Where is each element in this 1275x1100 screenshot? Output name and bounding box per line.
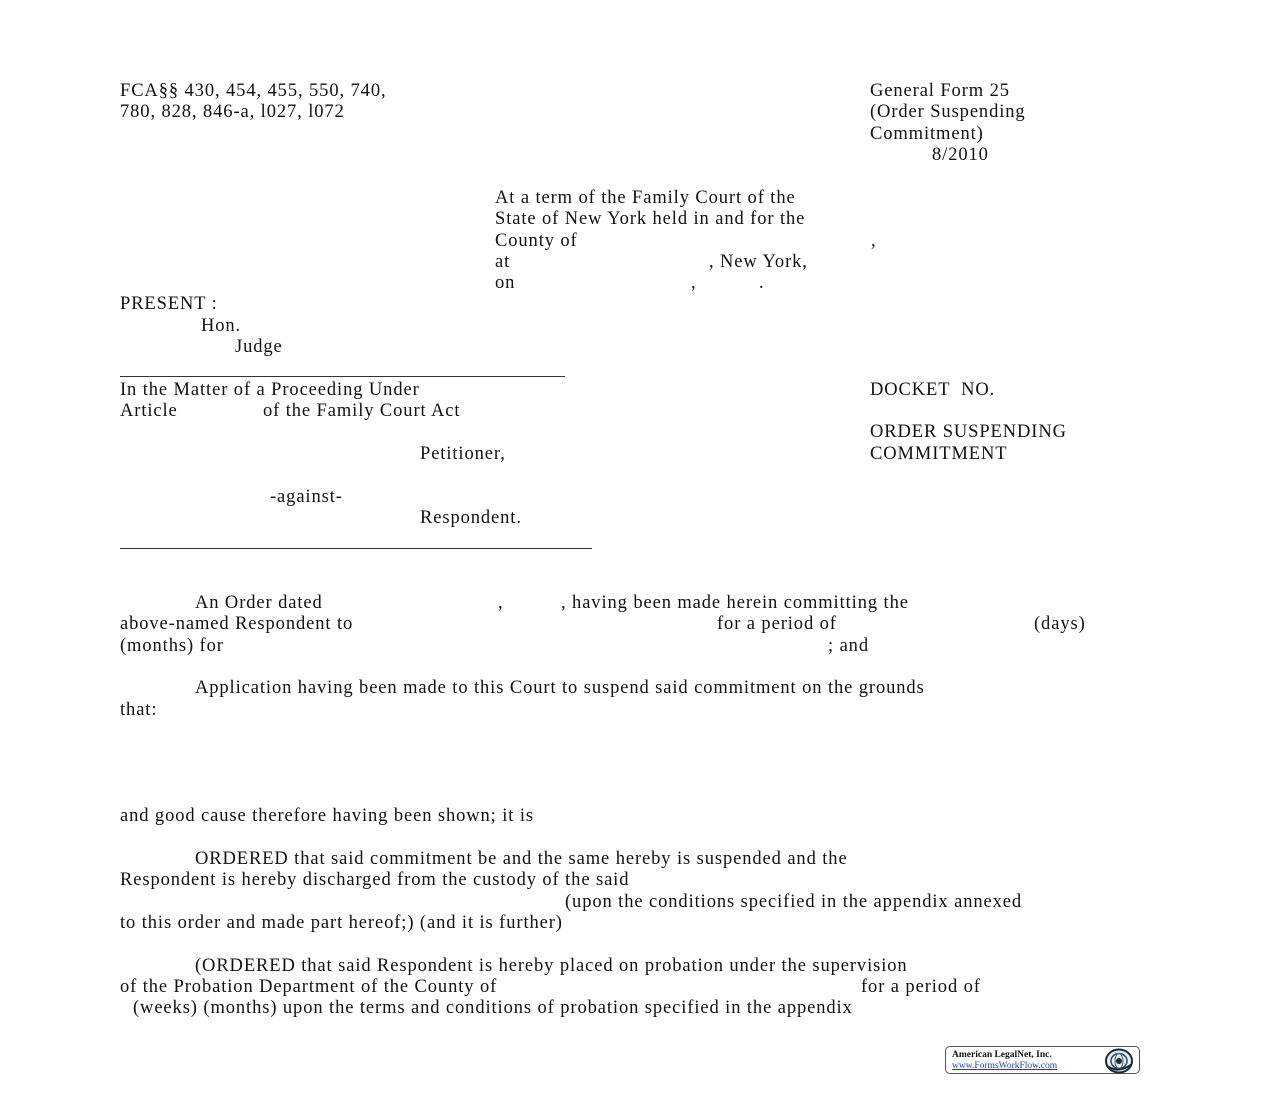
form-number: General Form 25 [870, 81, 1010, 101]
and-label: ; and [828, 636, 869, 656]
present-label: PRESENT : [120, 294, 218, 314]
probation-county-label: of the Probation Department of the County of [120, 977, 498, 997]
county-label: County of [495, 231, 578, 251]
months-for-label: (months) for [120, 636, 224, 656]
order-dated-label: An Order dated [195, 593, 323, 613]
docket-number-label: DOCKET NO. [870, 380, 996, 400]
statute-citation-line2: 780, 828, 846-a, l027, l072 [120, 102, 345, 122]
date-period: . [759, 273, 765, 293]
court-term-line1: At a term of the Family Court of the [495, 188, 796, 208]
caption-bottom-rule [120, 548, 592, 549]
article-suffix: of the Family Court Act [263, 401, 461, 421]
honorable-label: Hon. [201, 316, 242, 336]
county-comma: , [871, 231, 877, 251]
respondent-label: Respondent. [420, 508, 522, 528]
probation-line1: (ORDERED that said Respondent is hereby placed on probation under the supervision [195, 956, 908, 976]
footer-badge [945, 1046, 1140, 1074]
order-dated-comma: , [498, 593, 504, 613]
globe-logo-icon [1104, 1048, 1136, 1074]
order-title-line2: COMMITMENT [870, 444, 1008, 464]
days-option: (days) [1034, 614, 1086, 634]
probation-line3: (weeks) (months) upon the terms and conditions of probation specified in the appendix [133, 998, 853, 1018]
form-revision-date: 8/2010 [932, 145, 989, 165]
good-cause-text: and good cause therefore having been shown; it is [120, 806, 534, 826]
period-label: for a period of [717, 614, 837, 634]
ordered-line2: Respondent is hereby discharged from the custody of the said [120, 870, 630, 890]
location-state-suffix: , New York, [709, 252, 808, 272]
application-line1: Application having been made to this Court to suspend said commitment on the grounds [195, 678, 925, 698]
date-on-label: on [495, 273, 516, 293]
date-comma: , [691, 273, 697, 293]
form-title-line1: (Order Suspending [870, 102, 1026, 122]
respondent-committed-to-label: above-named Respondent to [120, 614, 354, 634]
order-title-line1: ORDER SUSPENDING [870, 422, 1067, 442]
company-url-link[interactable]: www.FormsWorkFlow.com [952, 1061, 1058, 1071]
court-term-line2: State of New York held in and for the [495, 209, 806, 229]
form-title-line2: Commitment) [870, 124, 984, 144]
probation-period-label: for a period of [861, 977, 981, 997]
judge-label: Judge [235, 337, 283, 357]
caption-top-rule [120, 376, 565, 377]
against-label: -against- [270, 487, 343, 507]
statute-citation-line1: FCA§§ 430, 454, 455, 550, 740, [120, 81, 387, 101]
ordered-line4: to this order and made part hereof;) (and it is further) [120, 913, 563, 933]
application-line2: that: [120, 700, 158, 720]
ordered-line1: ORDERED that said commitment be and the same hereby is suspended and the [195, 849, 848, 869]
location-at-label: at [495, 252, 511, 272]
petitioner-label: Petitioner, [420, 444, 506, 464]
ordered-line3: (upon the conditions specified in the appendix annexed [565, 892, 1023, 912]
company-name: American LegalNet, Inc. [952, 1050, 1052, 1060]
order-committing-text: , having been made herein committing the [561, 593, 909, 613]
article-label: Article [120, 401, 178, 421]
matter-line1: In the Matter of a Proceeding Under [120, 380, 420, 400]
